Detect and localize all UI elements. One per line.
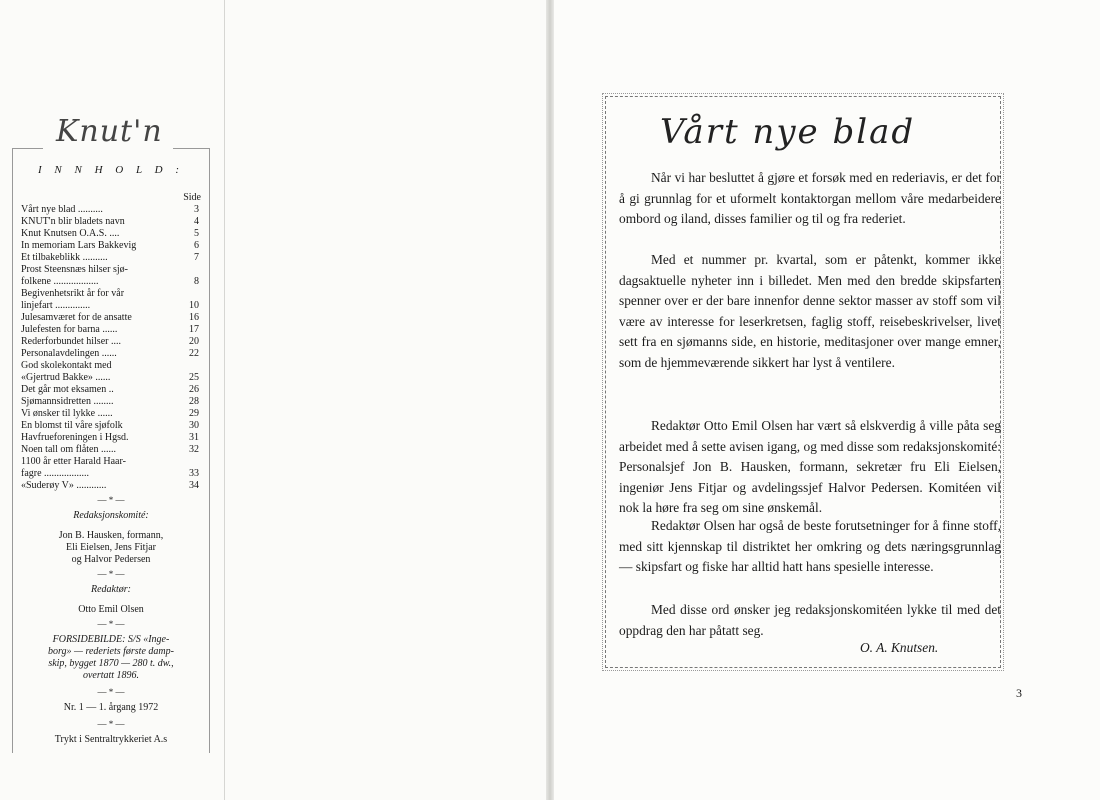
masthead-logo xyxy=(48,108,168,152)
printer-credit: Trykt i Sentraltrykkeriet A.s xyxy=(54,734,168,745)
toc-page-number: 8 xyxy=(194,276,199,287)
article-paragraph: Med disse ord ønsker jeg redaksjonskomitéen lykke til med det oppdrag den har påtatt seg. xyxy=(619,602,1001,638)
toc-title: folkene .................. xyxy=(21,276,99,287)
toc-title: Vårt nye blad .......... xyxy=(21,204,103,215)
toc-row xyxy=(21,444,199,456)
separator: — * — xyxy=(97,619,125,629)
toc-row xyxy=(21,240,199,252)
toc-page-number: 20 xyxy=(189,336,199,347)
toc-row xyxy=(21,324,199,336)
cover-caption-line: borg» — rederiets første damp- xyxy=(48,646,174,657)
toc-page-number: 3 xyxy=(194,204,199,215)
article-signature: O. A. Knutsen. xyxy=(860,640,939,655)
fold-line xyxy=(224,0,225,800)
toc-title: Et tilbakeblikk .......... xyxy=(21,252,108,263)
contents-heading: I N N H O L D : xyxy=(37,164,184,176)
committee-line: og Halvor Pedersen xyxy=(71,554,151,565)
toc-row xyxy=(21,204,199,216)
toc-row xyxy=(21,480,199,492)
toc-title: Begivenhetsrikt år for vår xyxy=(21,288,125,299)
toc-page-number: 17 xyxy=(189,324,199,335)
toc-row xyxy=(21,408,199,420)
side-column-label: Side xyxy=(183,192,201,203)
toc-title: fagre .................. xyxy=(21,468,90,479)
cover-caption-line: overtatt 1896. xyxy=(82,670,140,681)
toc-title: Julesamværet for de ansatte xyxy=(21,312,132,323)
toc-title: Personalavdelingen ...... xyxy=(21,348,117,359)
toc-page-number: 25 xyxy=(189,372,199,383)
toc-page-number: 32 xyxy=(189,444,199,455)
toc-page-number: 5 xyxy=(194,228,199,239)
cover-caption-line: skip, bygget 1870 — 280 t. dw., xyxy=(48,658,174,669)
table-of-contents xyxy=(21,204,199,492)
toc-title: Det går mot eksamen .. xyxy=(21,384,114,395)
toc-title: Sjømannsidretten ........ xyxy=(21,396,114,407)
toc-row xyxy=(21,264,199,276)
toc-page-number: 6 xyxy=(194,240,199,251)
toc-title: God skolekontakt med xyxy=(21,360,112,371)
box-top-rule xyxy=(173,148,209,149)
separator: — * — xyxy=(97,719,125,729)
toc-page-number: 28 xyxy=(189,396,199,407)
toc-title: 1100 år etter Harald Haar- xyxy=(21,456,126,467)
committee-line: Eli Eielsen, Jens Fitjar xyxy=(66,542,156,553)
toc-row xyxy=(21,384,199,396)
toc-page-number: 31 xyxy=(189,432,199,443)
editor-name: Otto Emil Olsen xyxy=(78,604,144,615)
toc-page-number: 29 xyxy=(189,408,199,419)
toc-page-number: 33 xyxy=(189,468,199,479)
toc-row xyxy=(21,432,199,444)
toc-title: «Gjertrud Bakke» ...... xyxy=(21,372,111,383)
article-paragraph: Når vi har besluttet å gjøre et forsøk med en rederiavis, er det for å gi grunnlag for et uformelt kontaktorgan mellom våre medarbeidere ombord og iland, disses familier og til og fra rederiet. xyxy=(619,170,1001,227)
toc-row xyxy=(21,288,199,300)
contents-box xyxy=(12,148,210,753)
toc-title: KNUT'n blir bladets navn xyxy=(21,216,125,227)
article-paragraph: Redaktør Olsen har også de beste forutsetninger for å finne stoff, med sitt kjennskap til distriktet her omkring og dets næringsgrunnlag — skipsfart og fiske har alltid hatt hans spesielle interesse. xyxy=(619,518,1001,575)
toc-row xyxy=(21,372,199,384)
toc-title: In memoriam Lars Bakkevig xyxy=(21,240,137,251)
toc-title: Julefesten for barna ...... xyxy=(21,324,118,335)
toc-title: Noen tall om flåten ...... xyxy=(21,444,116,455)
page-number: 3 xyxy=(1016,686,1022,700)
toc-row xyxy=(21,276,199,288)
editor-heading: Redaktør: xyxy=(91,584,131,595)
toc-title: Vi ønsker til lykke ...... xyxy=(21,408,113,419)
cover-caption-line: FORSIDEBILDE: S/S «Inge- xyxy=(52,634,170,645)
toc-title: Havfrueforeningen i Hgsd. xyxy=(21,432,129,443)
toc-title: Rederforbundet hilser .... xyxy=(21,336,121,347)
toc-row xyxy=(21,228,199,240)
separator: — * — xyxy=(97,495,125,505)
toc-row xyxy=(21,336,199,348)
article-paragraph: Redaktør Otto Emil Olsen har vært så elskverdig å ville påta seg arbeidet med å sette avisen igang, og med disse som redaksjonskomité: Personalsjef Jon B. Hausken, formann, sekretær fru Eli Eielsen, ingeniør Jens Fitjar og avdelingssjef Halvor Pedersen. Komitéen vil nok la høre fra seg om sine ønskemål. xyxy=(619,418,1001,516)
toc-page-number: 22 xyxy=(189,348,199,359)
toc-row xyxy=(21,360,199,372)
toc-title: En blomst til våre sjøfolk xyxy=(21,420,123,431)
toc-page-number: 34 xyxy=(189,480,199,491)
toc-row xyxy=(21,348,199,360)
toc-row xyxy=(21,468,199,480)
toc-page-number: 7 xyxy=(194,252,199,263)
toc-title: Prost Steensnæs hilser sjø- xyxy=(21,264,128,275)
box-top-rule xyxy=(13,148,43,149)
committee-heading: Redaksjonskomité: xyxy=(73,510,149,521)
toc-row xyxy=(21,300,199,312)
committee-line: Jon B. Hausken, formann, xyxy=(58,530,164,541)
article-paragraph: Med et nummer pr. kvartal, som er påtenkt, kommer ikke dagsaktuelle nyheter inn i billedet. Men med den bredde skipsfarten spenner over er der bare innenfor denne sektor masser av stoff som vil være av interesse for leserkretsen, faglig stoff, reisebeskrivelser, livet sett fra en sjømanns side, en historie, meditasjoner over mange emner, som de hjemmeværende sikkert har lyst å ventilere. xyxy=(619,252,1001,370)
issue-number: Nr. 1 — 1. årgang 1972 xyxy=(63,702,159,713)
toc-page-number: 4 xyxy=(194,216,199,227)
page-gutter xyxy=(546,0,554,800)
masthead-text: Knut'n xyxy=(56,114,163,149)
article-title: Vårt nye blad xyxy=(660,112,916,152)
toc-title: «Suderøy V» ............ xyxy=(21,480,107,491)
toc-row xyxy=(21,396,199,408)
toc-page-number: 10 xyxy=(189,300,199,311)
toc-page-number: 26 xyxy=(189,384,199,395)
separator: — * — xyxy=(97,687,125,697)
toc-row xyxy=(21,420,199,432)
toc-row xyxy=(21,216,199,228)
toc-title: linjefart .............. xyxy=(21,300,91,311)
toc-title: Knut Knutsen O.A.S. .... xyxy=(21,228,120,239)
toc-page-number: 30 xyxy=(189,420,199,431)
separator: — * — xyxy=(97,569,125,579)
toc-page-number: 16 xyxy=(189,312,199,323)
toc-row xyxy=(21,312,199,324)
toc-row xyxy=(21,456,199,468)
toc-row xyxy=(21,252,199,264)
